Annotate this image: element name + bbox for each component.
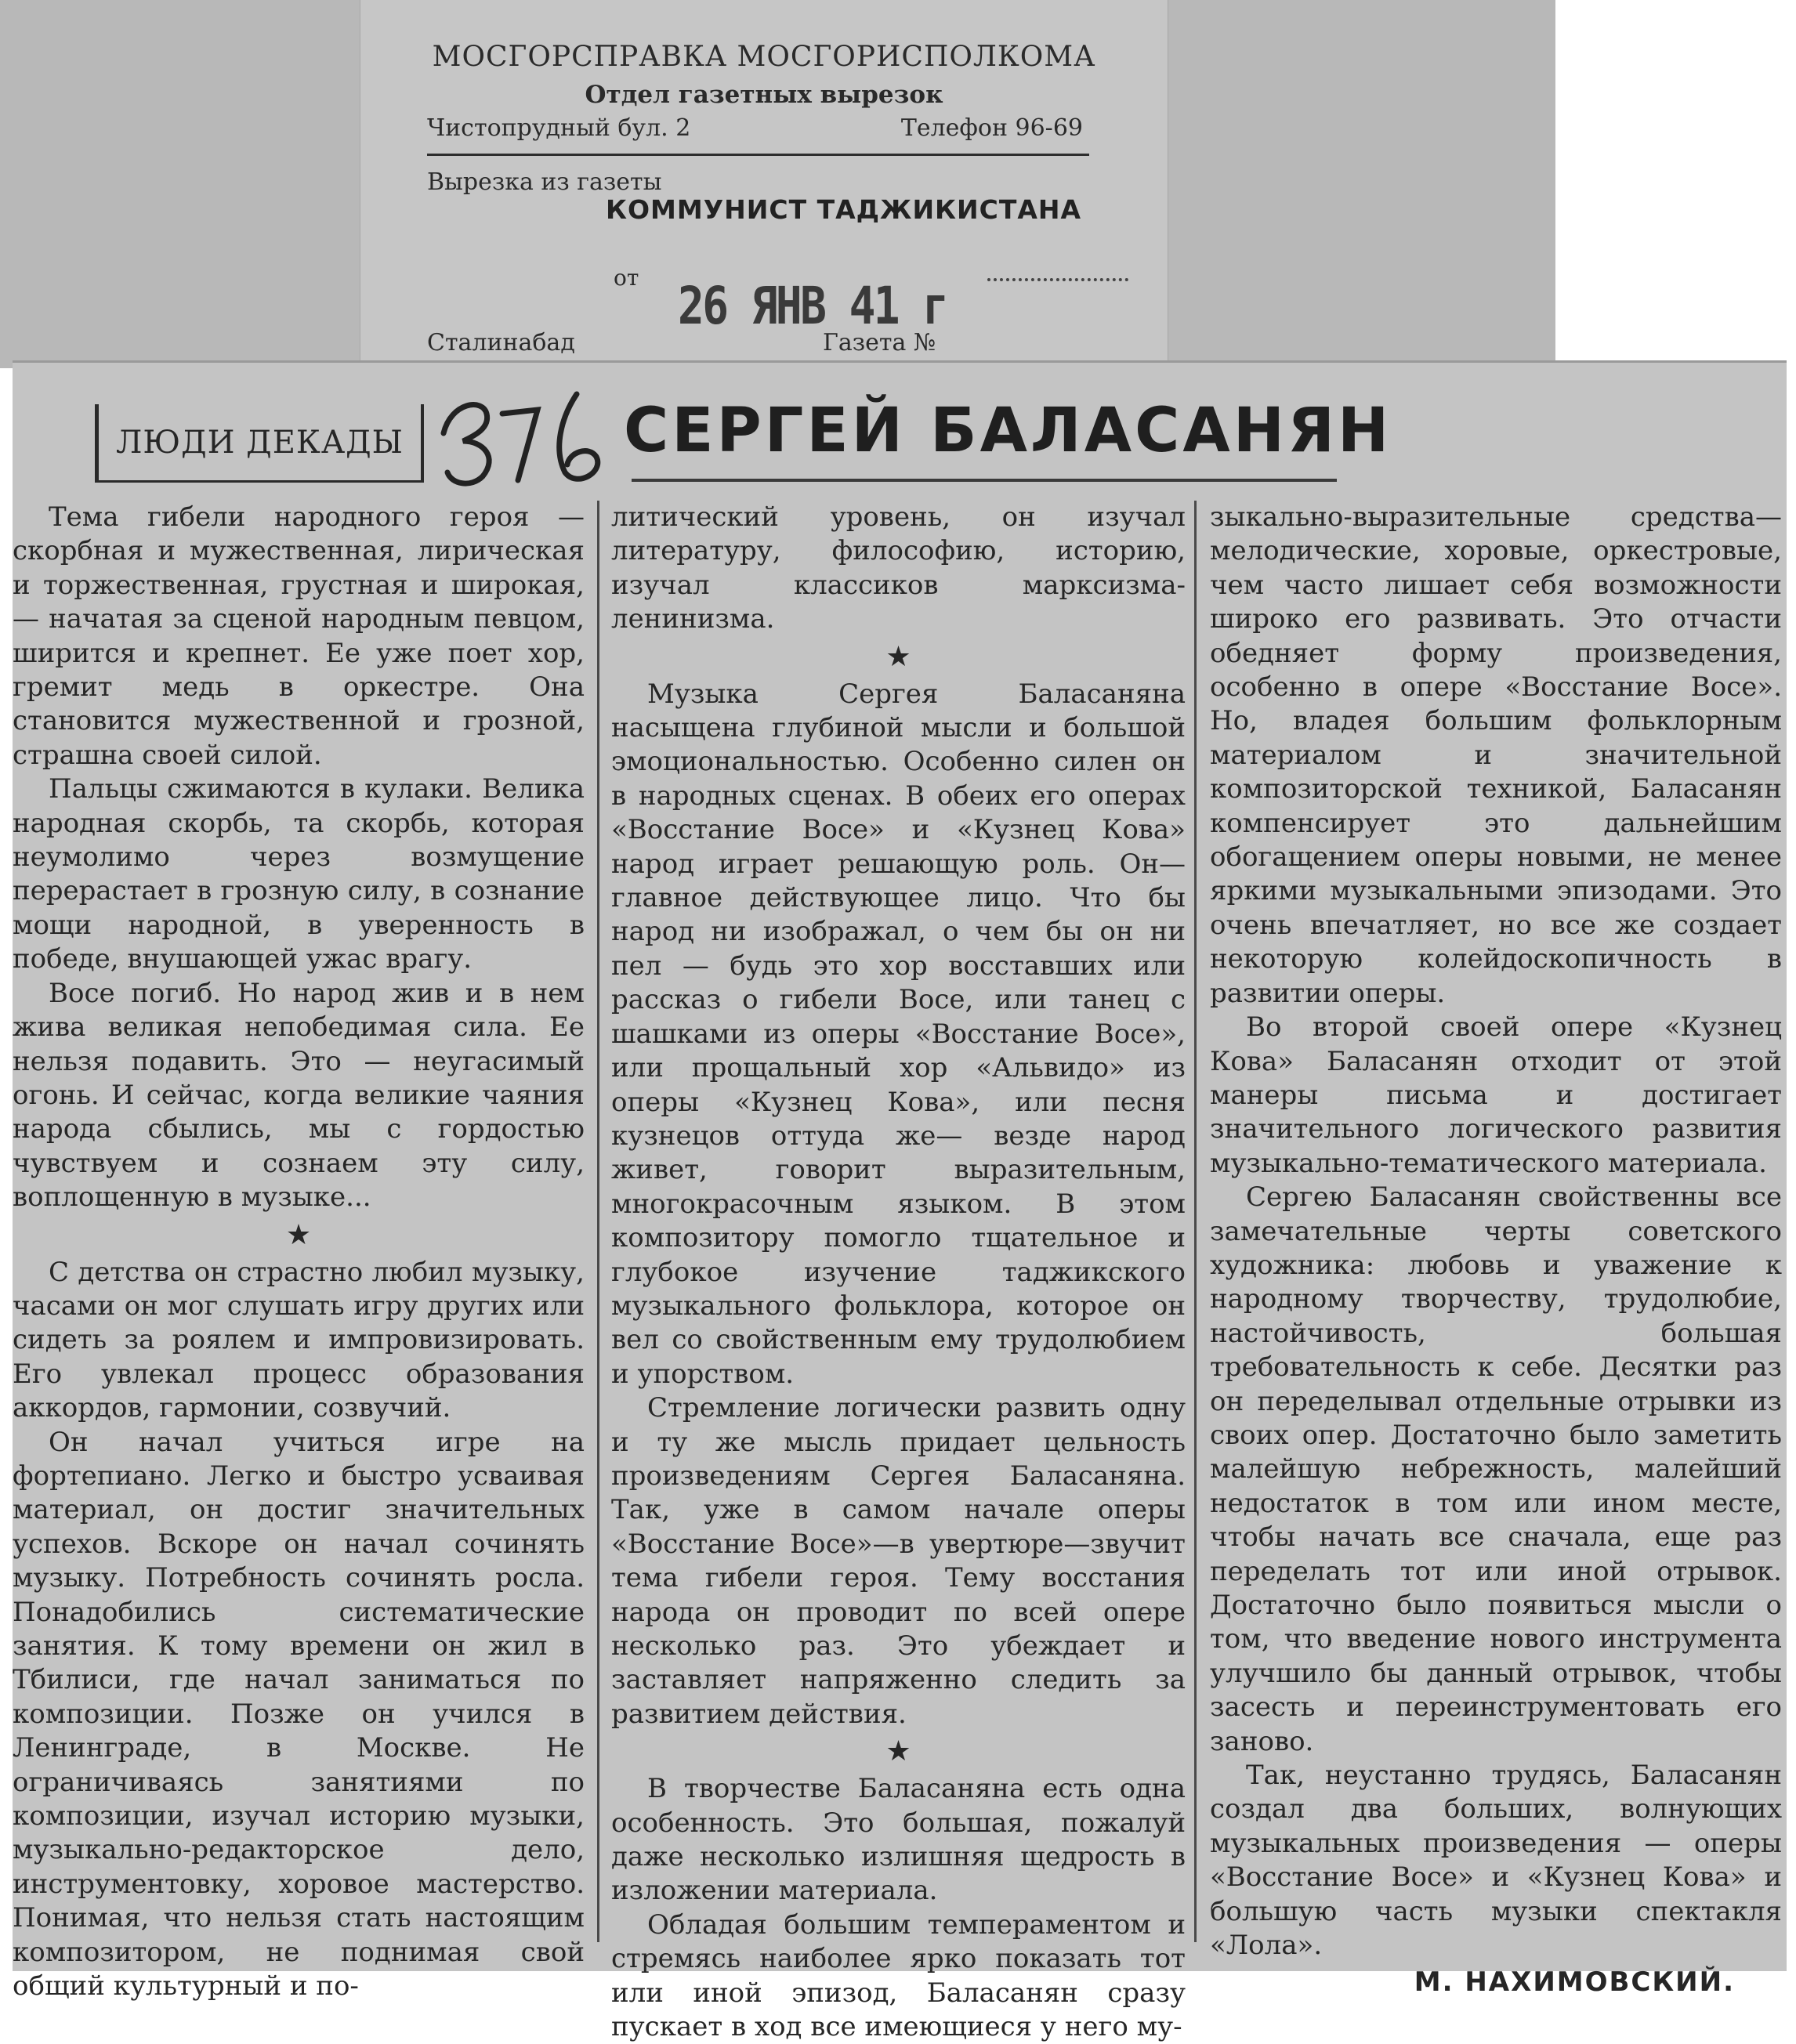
paragraph: Тема гибели народного героя — скорбная и мужественная, лирическая и торжественная, грустная и широкая, — начатая за сценой народным певцом, ширится и крепнет. Ее уже поет хор, гремит медь в оркестре. Она становится мужественной и грозной, страшна своей силой.	[13, 501, 585, 771]
paragraph: Сергею Баласанян свойственны все замечательные черты советского художника: любовь и уважение к народному творчеству, трудолюбие, настойчивость, большая требовательность к себе. Десятки раз он переделывал отдельные отрывки из своих опер. Достаточно было заметить малейшую небрежность, малейший недостаток в том или ином месте, чтобы начать все сначала, еще раз переделать тот или иной отрывок. Достаточно было появиться мысли о том, что введение нового инструмента улучшило бы данный отрывок, чтобы засесть и переинструментовать его заново.	[1210, 1181, 1782, 1757]
newspaper-clipping	[13, 360, 1787, 2043]
department-name: Отдел газетных вырезок	[585, 81, 943, 109]
paragraph: С детства он страстно любил музыку, часами он мог слушать игру других или сидеть за роялем и импровизировать. Его увлекал процесс образования аккордов, гармонии, созвучий.	[13, 1256, 585, 1424]
paragraph: В творчестве Баласаняна есть одна особенность. Это большая, пожалуй даже несколько излишняя щедрость в изложении материала.	[611, 1773, 1186, 1907]
paragraph: Пальцы сжимаются в кулаки. Велика народная скорбь, та скорбь, которая неумолимо через возмущение перерастает в грозную силу, в сознание мощи народной, в уверенность в победе, внушающей ужас врагу.	[13, 773, 585, 975]
paragraph: Так, неустанно трудясь, Баласанян создал два больших, волнующих музыкальных произведения — оперы «Восстание Восе» и «Кузнец Кова» и большую часть музыки спектакля «Лола».	[1210, 1760, 1782, 1962]
city: Сталинабад	[427, 329, 575, 356]
star-separator: ★	[285, 1218, 312, 1251]
paragraph: Во второй своей опере «Кузнец Кова» Баласанян отходит от этой манеры письма и достигает значительного логического развития музыкально-тематического материала.	[1210, 1011, 1782, 1179]
paragraph: Он начал учиться игре на фортепиано. Легко и быстро усваивая материал, он достиг значительных успехов. Вскоре он начал сочинять музыку. Потребность сочинять росла. Понадобились систематические занятия. К тому времени он жил в Тбилиси, где начал заниматься по композиции. Позже он учился в Ленинграде, в Москве. Не ограничиваясь занятиями по композиции, изучал историю музыки, музыкально-редакторское дело, инструментовку, хоровое мастерство. Понимая, что нельзя стать настоящим композитором, не поднимая свой общий культурный и по-	[13, 1426, 585, 2002]
author-signature: М. НАХИМОВСКИЙ.	[1414, 1966, 1735, 1999]
title-underline	[632, 479, 1337, 482]
article-title: СЕРГЕЙ БАЛАСАНЯН	[624, 396, 1392, 466]
slip-divider	[427, 154, 1089, 156]
paragraph: Музыка Сергея Баласаняна насыщена глубиной мысли и большой эмоциональностью. Особенно силен он в народных сценах. В обеих его операх «Восстание Восе» и «Кузнец Кова» народ играет решающую роль. Он—главное действующее лицо. Что бы народ ни изображал, о чем бы он ни пел — будь это хор восставших или рассказ о гибели Восе, или танец с шашками из оперы «Восстание Восе», или прощальный хор «Альвидо» из оперы «Кузнец Кова», или песня кузнецов оттуда же— везде народ живет, говорит выразительным, многокрасочным языком. В этом композитору помогло тщательное и глубокое изучение таджикского музыкального фольклора, которое он вел со свойственным ему трудолюбием и упорством.	[611, 678, 1186, 1390]
paragraph: Восе погиб. Но народ жив и в нем жива великая непобедимая сила. Ее нельзя подавить. Это — неугасимый огонь. И сейчас, когда великие чаяния народа сбылись, мы с гордостью чувствуем и сознаем эту силу, воплощенную в музыке...	[13, 977, 585, 1214]
column-divider	[597, 501, 599, 1942]
date-from-label: от	[614, 265, 639, 291]
paragraph: зыкально-выразительные средства—мелодические, хоровые, оркестровые, чем часто лишает себя возможности широко его развивать. Это отчасти обедняет форму произведения, особенно в опере «Восстание Восе». Но, владея большим фольклорным материалом и значительной композиторской техникой, Баласанян компенсирует это дальнейшим обогащением оперы новыми, не менее яркими музыкальными эпизодами. Это очень впечатляет, но все же создает некоторую колейдоскопичность в развитии оперы.	[1210, 501, 1782, 1009]
organization-name: МОСГОРСПРАВКА МОСГОРИСПОЛКОМА	[432, 41, 1096, 73]
rubric-box	[95, 404, 424, 483]
rubric-label: ЛЮДИ ДЕКАДЫ	[115, 425, 404, 461]
address: Чистопрудный бул. 2	[427, 114, 691, 142]
star-separator: ★	[885, 1735, 911, 1768]
column-2	[611, 501, 1186, 2044]
paragraph: Стремление логически развить одну и ту же мысль придает цельность произведениям Сергея Баласаняна. Так, уже в самом начале оперы «Восстание Восе»—в увертюре—звучит тема гибели героя. Тему восстания народа он проводит по всей опере несколько раз. Это убеждает и заставляет напряженно следить за развитием действия.	[611, 1392, 1186, 1730]
column-divider	[1194, 501, 1197, 1942]
phone: Телефон 96-69	[900, 114, 1083, 142]
date-stamp: 26 ЯНВ 41 г	[678, 276, 947, 336]
column-3	[1210, 501, 1782, 2000]
clipping-from-label: Вырезка из газеты	[427, 168, 662, 196]
dotted-line	[987, 278, 1128, 281]
column-1	[13, 501, 585, 2003]
star-separator: ★	[885, 640, 911, 673]
paragraph: Обладая большим темпераментом и стремясь наиболее ярко показать тот или иной эпизод, Баласанян сразу пускает в ход все имеющиеся у него му-	[611, 1908, 1186, 2043]
paragraph: литический уровень, он изучал литературу, философию, историю, изучал классиков марксизма-ленинизма.	[611, 501, 1186, 635]
gazette-number-label: Газета №	[823, 329, 936, 356]
clipping-bureau-slip	[360, 0, 1168, 360]
newspaper-name: КОММУНИСТ ТАДЖИКИСТАНА	[606, 194, 1082, 225]
handwritten-number	[428, 378, 624, 496]
